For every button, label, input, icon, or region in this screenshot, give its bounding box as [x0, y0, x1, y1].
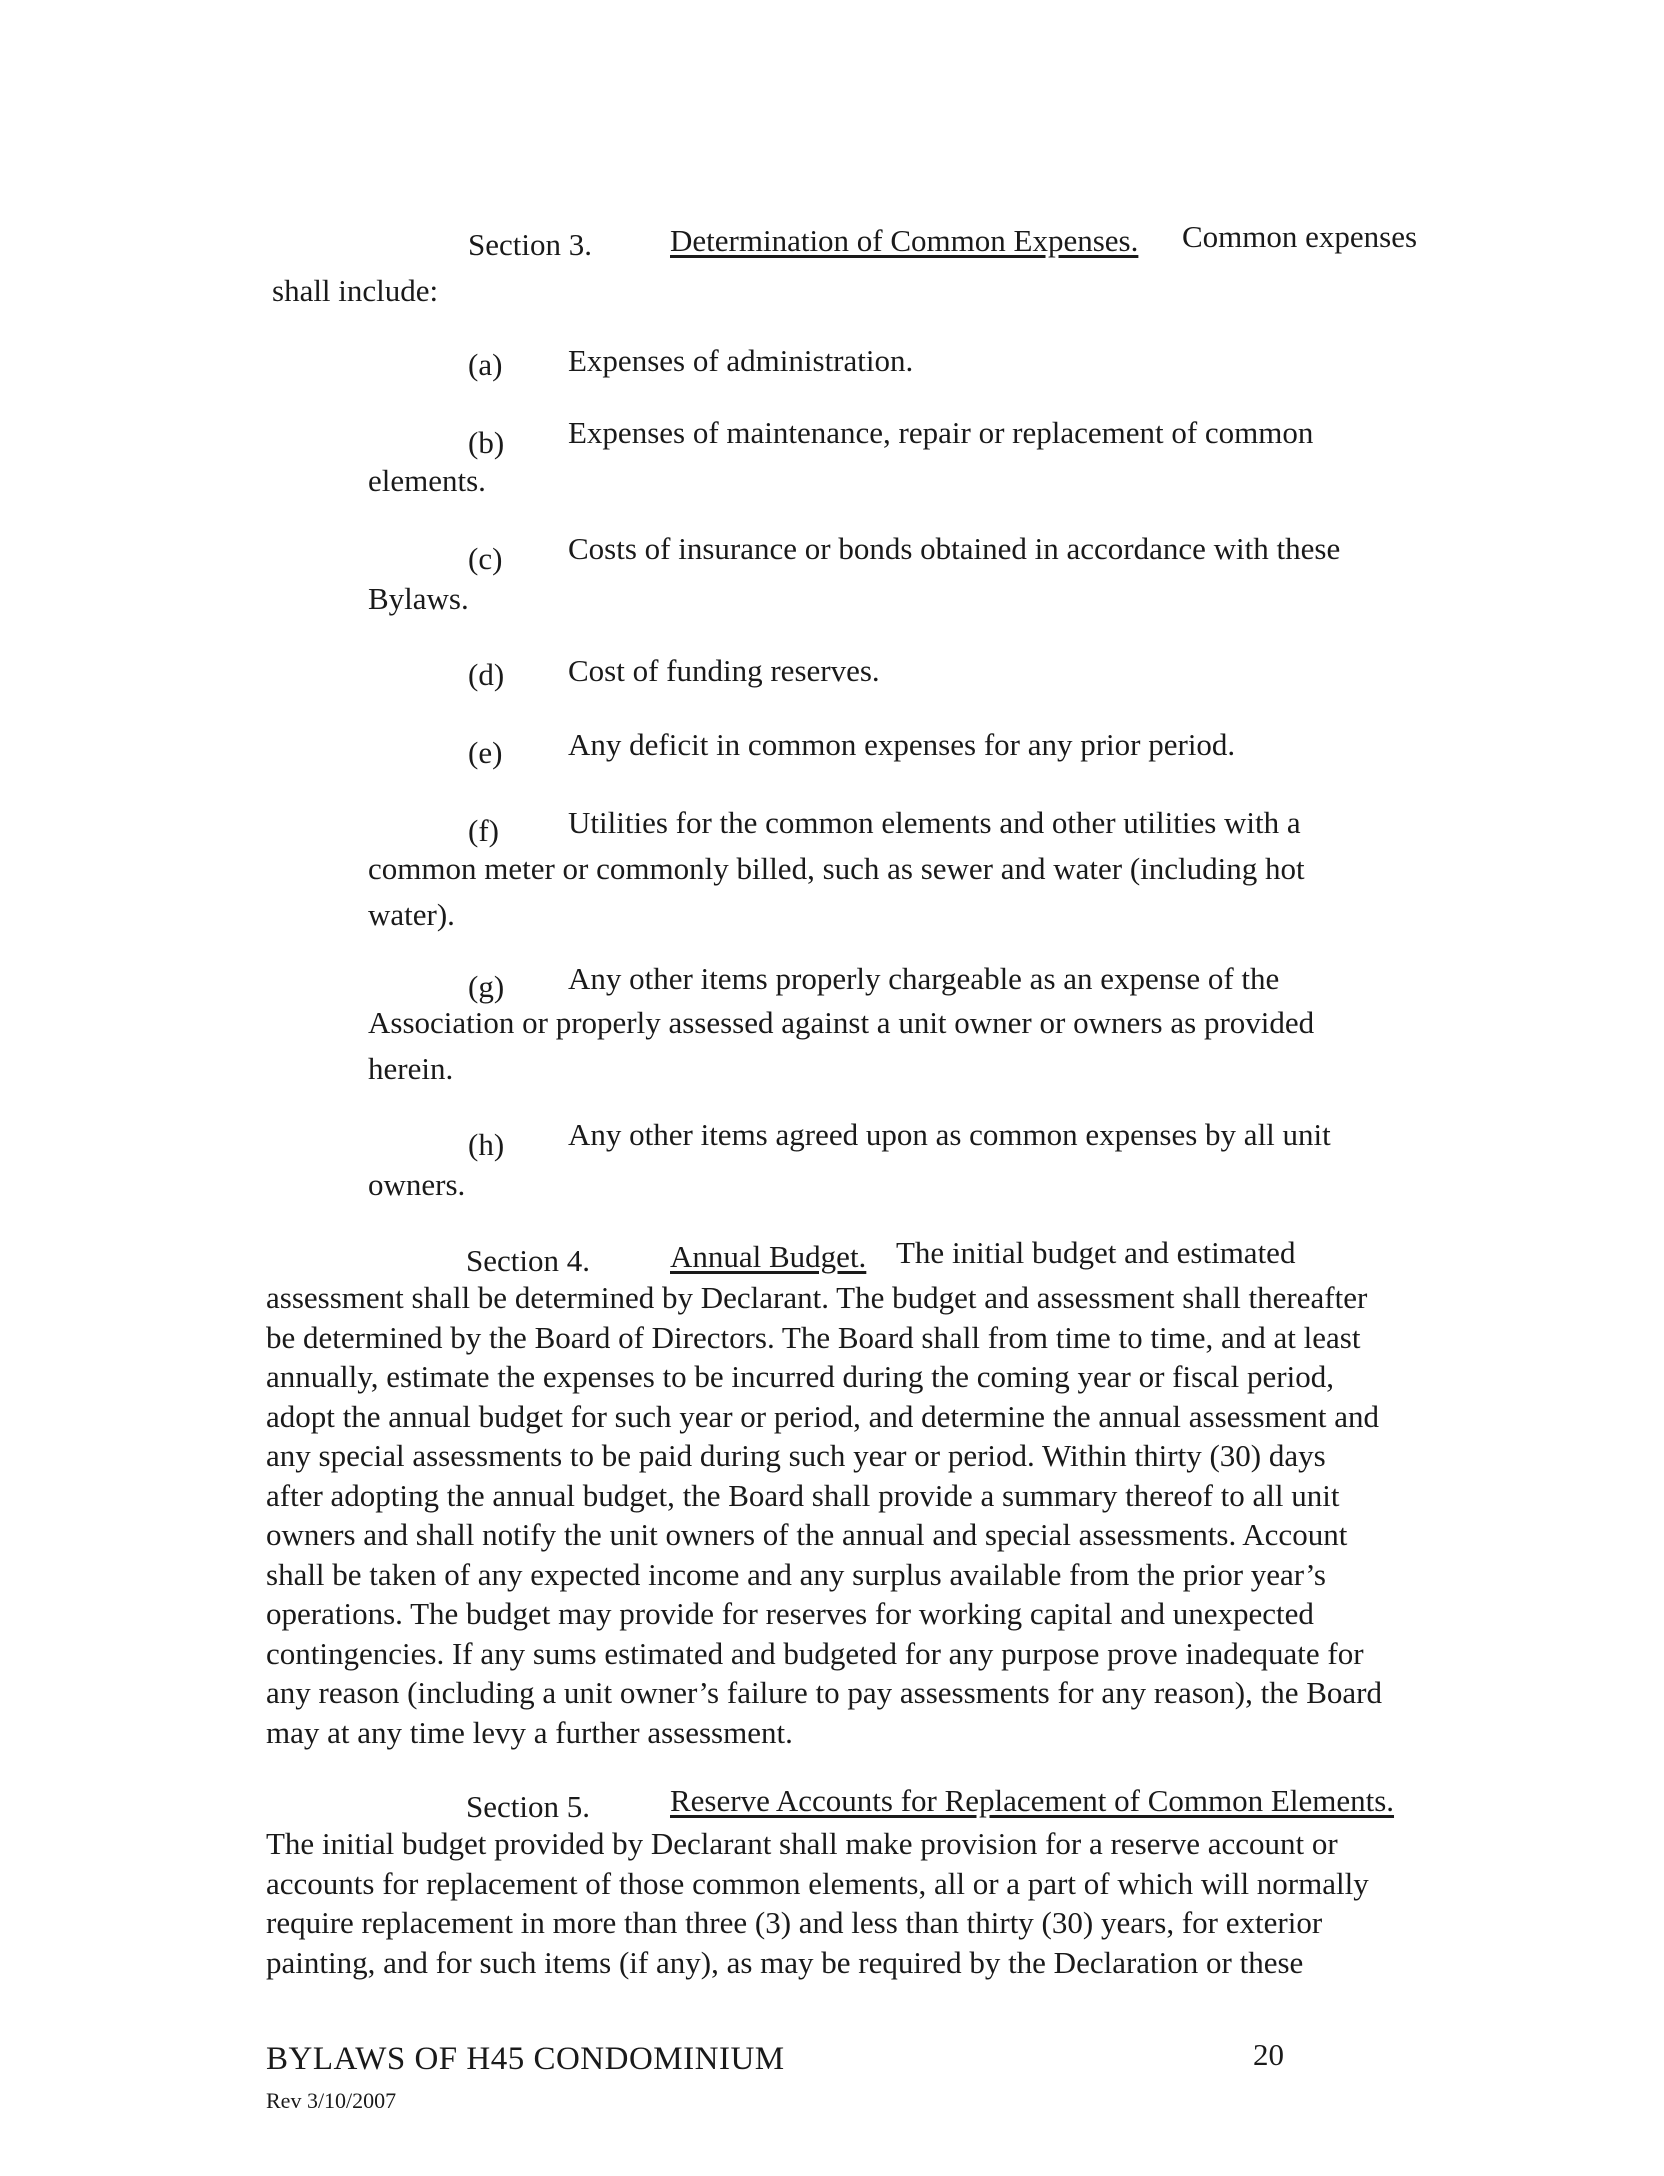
item-text-continued: elements. — [368, 463, 486, 498]
item-text-continued: Bylaws. — [368, 581, 469, 616]
page-number: 20 — [1253, 2037, 1284, 2072]
section-5-body — [266, 1824, 1456, 1982]
item-marker: (h) — [468, 1127, 505, 1162]
item-marker: (b) — [468, 425, 505, 460]
item-marker: (a) — [468, 347, 503, 382]
section-4-label: Section 4. — [466, 1243, 590, 1278]
section-5-heading: Reserve Accounts for Replacement of Common Elements. — [670, 1783, 1395, 1818]
section-3-lead-continued: shall include: — [272, 273, 439, 308]
body-line: contingencies. If any sums estimated and budgeted for any purpose prove inadequate for — [266, 1635, 1364, 1671]
body-line: annually, estimate the expenses to be incurred during the coming year or fiscal period, — [266, 1359, 1334, 1394]
footer-title: BYLAWS OF H45 CONDOMINIUM — [266, 2041, 785, 2077]
item-text-continued: common meter or commonly billed, such as sewer and water (including hot — [368, 851, 1305, 886]
item-marker: (c) — [468, 541, 503, 576]
item-text: Any other items agreed upon as common expenses by all unit — [568, 1117, 1331, 1152]
item-text-continued: Association or properly assessed against a unit owner or owners as provided — [368, 1005, 1315, 1040]
body-line: any reason (including a unit owner’s failure to pay assessments for any reason), the Board — [266, 1675, 1382, 1710]
body-line: owners and shall notify the unit owners of the annual and special assessments. Account — [266, 1517, 1348, 1552]
item-marker: (f) — [468, 813, 499, 848]
body-line: shall be taken of any expected income and any surplus available from the prior year’s — [266, 1556, 1326, 1592]
section-3-label: Section 3. — [468, 227, 592, 262]
item-text: Cost of funding reserves. — [568, 653, 880, 688]
item-text-continued: water). — [368, 897, 455, 932]
body-line: assessment shall be determined by Declarant. The budget and assessment shall thereafter — [266, 1280, 1368, 1315]
body-line: require replacement in more than three (3) and less than thirty (30) years, for exterior — [266, 1905, 1323, 1940]
item-text: Costs of insurance or bonds obtained in accordance with these — [568, 531, 1341, 566]
section-3-heading: Determination of Common Expenses. — [670, 223, 1139, 258]
body-line: may at any time levy a further assessment. — [266, 1714, 793, 1750]
item-text: Expenses of maintenance, repair or replacement of common — [568, 415, 1314, 450]
body-line: be determined by the Board of Directors. The Board shall from time to time, and at least — [266, 1319, 1361, 1355]
item-text: Utilities for the common elements and other utilities with a — [568, 805, 1301, 840]
footer-revision: Rev 3/10/2007 — [266, 2088, 397, 2113]
body-line: after adopting the annual budget, the Board shall provide a summary thereof to all unit — [266, 1477, 1340, 1513]
item-text: Any deficit in common expenses for any prior period. — [568, 727, 1236, 762]
section-4-heading: Annual Budget. — [670, 1239, 867, 1274]
body-line: any special assessments to be paid during such year or period. Within thirty (30) days — [266, 1438, 1326, 1473]
body-line: The initial budget provided by Declarant shall make provision for a reserve account or — [266, 1826, 1338, 1861]
item-marker: (e) — [468, 735, 503, 770]
section-4-lead: The initial budget and estimated — [896, 1235, 1296, 1270]
item-text-continued: owners. — [368, 1167, 466, 1202]
section-4-body — [266, 1278, 1456, 1752]
section-3-lead: Common expenses — [1182, 219, 1418, 254]
section-5-label: Section 5. — [466, 1789, 590, 1824]
body-line: operations. The budget may provide for reserves for working capital and unexpected — [266, 1596, 1314, 1631]
body-line: accounts for replacement of those common elements, all or a part of which will normally — [266, 1865, 1369, 1901]
item-text: Expenses of administration. — [568, 343, 914, 378]
item-marker: (g) — [468, 969, 505, 1004]
item-marker: (d) — [468, 657, 505, 692]
body-line: adopt the annual budget for such year or period, and determine the annual assessment and — [266, 1398, 1380, 1434]
item-text: Any other items properly chargeable as an expense of the — [568, 961, 1280, 996]
item-text-continued: herein. — [368, 1051, 454, 1086]
body-line: painting, and for such items (if any), as may be required by the Declaration or these — [266, 1944, 1304, 1980]
